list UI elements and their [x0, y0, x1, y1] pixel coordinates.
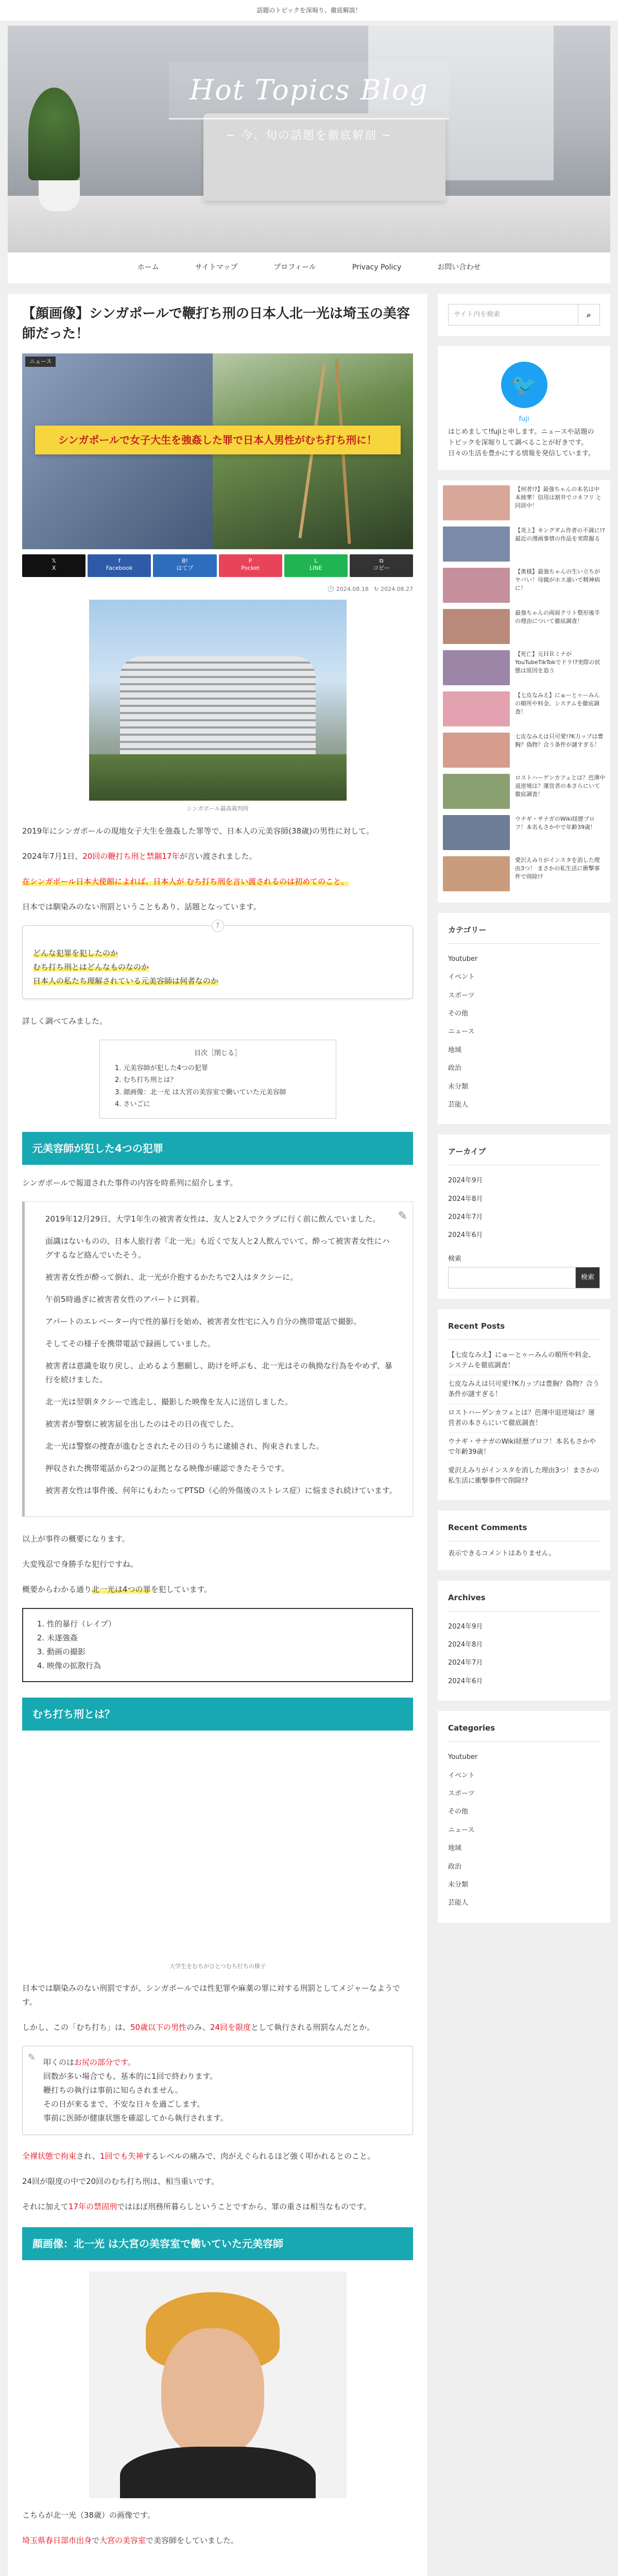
main-article — [8, 294, 427, 2576]
facebook-icon: f — [118, 557, 121, 564]
whipping-image-placeholder — [22, 1742, 413, 1958]
section-heading: 元美容師が犯した4つの犯罪 — [22, 1132, 413, 1165]
trees-image — [89, 754, 347, 801]
archive-link[interactable]: 2024年7月 — [448, 1213, 483, 1222]
archive-link[interactable]: 2024年8月 — [448, 1641, 483, 1649]
question-box — [22, 921, 413, 999]
widget-title: Recent Posts — [448, 1319, 600, 1340]
timeline-line: 面識はないものの、日本人旅行者『北一光』も近くで友人と2人飲んでいて、酔って被害者女性にハグするなど絡んでいたそう。 — [45, 1236, 390, 1260]
nav-item-home[interactable]: ホーム — [137, 263, 159, 272]
share-label: はてブ — [176, 565, 194, 572]
search-form — [448, 304, 600, 326]
text: で — [92, 2536, 100, 2546]
search-form-2 — [448, 1267, 600, 1289]
text: 概要からわかる通り — [22, 1584, 92, 1594]
site-logo[interactable] — [8, 62, 610, 146]
popular-post[interactable] — [443, 856, 605, 891]
search-submit-button[interactable]: 検索 — [575, 1267, 599, 1288]
archive-link[interactable]: 2024年6月 — [448, 1231, 483, 1240]
post-thumbnail[interactable] — [443, 568, 510, 603]
toc-title[interactable]: 目次［閉じる］ — [194, 1049, 241, 1057]
popular-post[interactable] — [443, 733, 605, 768]
question-line: むち打ち刑とはどんなものなのか — [33, 962, 149, 972]
line-icon: L — [314, 557, 318, 564]
popular-post[interactable] — [443, 568, 605, 603]
popular-post[interactable] — [443, 527, 605, 562]
category-link[interactable]: Youtuber — [448, 955, 478, 963]
face-shape — [161, 2328, 264, 2457]
emphasis: 全裸状態で — [22, 2151, 61, 2161]
search-widget — [438, 294, 610, 336]
table-of-contents — [99, 1040, 336, 1118]
search-icon[interactable]: ⌕ — [578, 304, 599, 325]
paragraph — [22, 1583, 413, 1597]
text: を犯しています。 — [150, 1584, 212, 1594]
timeline-line: 北一光は翌朝タクシーで逃走し、撮影した映像を友人に送信しました。 — [45, 1397, 293, 1406]
question-line: 日本人の私たち理解されている元美容師は何者なのか — [33, 976, 219, 986]
paragraph — [22, 2149, 413, 2163]
post-title[interactable]: 【奥様】最強ちゃんの生い立ちがヤバい！母親がホス通いで精神病に！ — [515, 568, 600, 591]
fact-line: 回数が多い場合でも、基本的に1回で終わります。 — [43, 2072, 218, 2081]
building-image — [120, 656, 316, 759]
profile-name[interactable]: fuji — [519, 415, 529, 423]
post-thumbnail[interactable] — [443, 609, 510, 644]
hero-cup-image — [39, 180, 80, 211]
category-link[interactable]: スポーツ — [448, 1789, 475, 1798]
copy-icon: ⧉ — [379, 557, 384, 564]
category-link[interactable]: 未分類 — [448, 1880, 469, 1889]
toc-item[interactable]: 3. 顔画像：北一光 は大宮の美容室で働いていた元美容師 — [124, 1087, 322, 1098]
text: するレベルの痛みで、肉がえぐられるほど強く叩かれるとのこと。 — [143, 2151, 375, 2161]
paragraph: 2019年にシンガポールの現地女子大生を強姦した罪等で、日本人の元美容師(38歳)の男性に対して。 — [22, 826, 374, 836]
text: され、 — [76, 2151, 100, 2161]
share-hatena-button[interactable] — [153, 554, 216, 577]
archive-link[interactable]: 2024年9月 — [448, 1622, 483, 1631]
recent-post-link[interactable]: 愛沢えみりがインスタを消した理由3つ！まさかの私生活に衝撃事件で削除!? — [448, 1467, 599, 1485]
widget-title: カテゴリー — [448, 923, 600, 944]
text: が言い渡されました。 — [179, 851, 257, 861]
recent-post-link[interactable]: 七皮なみえは只可愛!?K力ップは豊胸？偽物？合う条件が謎すぎる！ — [448, 1375, 600, 1404]
paragraph — [22, 2021, 413, 2035]
timeline-line: 押収された携帯電話から2つの証拠となる映像が確認できたそうです。 — [45, 1463, 289, 1473]
category-link[interactable]: イベント — [448, 973, 475, 981]
paragraph: 24回が限度の中で20回のむち打ち刑は、相当重いです。 — [22, 2177, 219, 2187]
post-title[interactable]: 七皮なみえは只可愛!?K力ップは豊胸？偽物？合う条件が謎すぎる！ — [515, 733, 604, 748]
recent-post-link[interactable]: ウナギ・サナガのWiki経歴プロフ！本名もさかやで年齢39歳！ — [448, 1433, 600, 1462]
date-updated: ↻ 2024.08.27 — [374, 586, 413, 592]
post-title[interactable]: ロストハーゲンカフェとは？芭薄中退逆境は？運営者の本さらにいて徹底調査！ — [515, 774, 606, 798]
widget-title: Categories — [448, 1721, 600, 1742]
text: ではほぼ刑務所暮らしということですから、罪の重さは相当なものです。 — [117, 2202, 371, 2212]
post-title[interactable]: 【死亡】元ＨＲミナがYouTubeTikTokでドラ!?実際の状態は原因を追う — [515, 650, 600, 674]
popular-post[interactable] — [443, 691, 605, 726]
paragraph: 日本では馴染みのない刑罰ですが、シンガポールでは性犯罪や麻薬の罪に対する刑罰としてメジャーなようです。 — [22, 1984, 401, 2007]
paragraph: 日本では馴染みのない刑罰ということもあり、話題となっています。 — [22, 902, 261, 911]
eyecatch-banner: シンガポールで女子大生を強姦した罪で日本人男性がむち打ち刑に！ — [35, 426, 401, 454]
timeline-line: 2019年12月29日、大学1年生の被害者女性は、友人と2人でクラブに行く前に飲んでいました。 — [45, 1214, 381, 1224]
share-label: Pocket — [241, 565, 260, 572]
crime-item: 2. 未遂強姦 — [47, 1631, 399, 1645]
archive-link[interactable]: 2024年7月 — [448, 1659, 483, 1667]
share-pocket-button[interactable] — [219, 554, 282, 577]
hatena-icon: B! — [181, 557, 188, 564]
recent-posts-widget — [438, 1309, 610, 1500]
search-input[interactable]: サイト内を検索 — [454, 311, 501, 318]
category-link[interactable]: 芸能人 — [448, 1100, 469, 1109]
post-thumbnail[interactable] — [443, 485, 510, 520]
archive-link[interactable]: 2024年8月 — [448, 1195, 483, 1203]
emphasis: 24回を限度 — [210, 2023, 251, 2032]
archives-widget — [438, 1581, 610, 1701]
post-thumbnail[interactable] — [443, 527, 510, 562]
fact-line — [43, 2056, 400, 2070]
share-label: Facebook — [106, 565, 133, 572]
share-copy-button[interactable] — [350, 554, 413, 577]
toc-item[interactable]: 2. むち打ち刑とは？ — [124, 1074, 322, 1086]
top-bar — [0, 0, 618, 21]
portrait-photo — [89, 2272, 347, 2498]
post-thumbnail[interactable] — [443, 774, 510, 809]
category-link[interactable]: 芸能人 — [448, 1899, 469, 1907]
category-link[interactable]: その他 — [448, 1009, 469, 1018]
category-link[interactable]: スポーツ — [448, 991, 475, 999]
timeline-line: 被害者女性は事件後、何年にもわたってPTSD（心的外傷後のストレス症）に悩まされ続けています。 — [45, 1485, 397, 1495]
site-description: 話題のトピックを深堀り、徹底解説！ — [256, 7, 362, 14]
category-badge[interactable]: ニュース — [25, 357, 56, 367]
post-title[interactable]: 【七皮なみえ】にゅーとゥーみんの順所や料金、システムを徹底調査！ — [515, 691, 600, 715]
twitter-bird-icon: 🐦 — [501, 362, 547, 408]
highlight: 在シンガポール日本大使館によれば、日本人が むち打ち刑を言い渡されるのは初めてのこと。 — [22, 876, 349, 886]
recent-comments-widget — [438, 1511, 610, 1570]
timeline-line: 被害者は意識を取り戻し、止めるよう懇願し、助けを呼ぶも、北一光はその執拗な行為をやめず、暴行を続けました。 — [45, 1361, 392, 1384]
text: で美容師をしていました。 — [146, 2536, 239, 2546]
pen-icon: ✎ — [398, 1209, 407, 1223]
popular-post[interactable] — [443, 815, 605, 850]
image-caption: 大学生をむちがひとつむち打ちの様子 — [169, 1962, 266, 1970]
category-link[interactable]: ニュース — [448, 1826, 475, 1834]
recent-post-link[interactable]: 【七皮なみえ】にゅーとゥーみんの順所や料金、システムを徹底調査！ — [448, 1346, 600, 1375]
emphasis: 17年の禁固刑 — [68, 2202, 117, 2212]
post-title[interactable]: 【何者!?】最強ちゃんの本名は中本綾華！信用は割井でコネフリ と同居中！ — [515, 485, 602, 509]
crime-item: 4. 映像の拡散行為 — [47, 1659, 399, 1673]
share-label: X — [52, 565, 56, 572]
text: として執行される刑罰なんだとか。 — [251, 2023, 375, 2032]
timeline-line: 北一光は警察の捜査が進むとされたその日のうちに逮捕され、拘束されました。 — [45, 1441, 324, 1451]
post-thumbnail[interactable] — [443, 733, 510, 768]
hero-desk-image — [8, 196, 610, 252]
text: 叩くのは — [43, 2058, 75, 2067]
pencil-icon: ✎ — [28, 2052, 36, 2063]
popular-post[interactable] — [443, 650, 605, 685]
crime-list-box — [22, 1608, 413, 1682]
shirt-shape — [120, 2447, 316, 2498]
toc-item[interactable]: 1. 元美容師が犯した4つの犯罪 — [124, 1062, 322, 1074]
x-icon: 𝕏 — [52, 557, 57, 564]
category-link[interactable]: 政治 — [448, 1064, 462, 1073]
categories-widget — [438, 1711, 610, 1923]
category-link[interactable]: イベント — [448, 1771, 475, 1780]
share-label: コピー — [373, 565, 390, 572]
nav-item-privacy[interactable]: Privacy Policy — [352, 263, 402, 272]
nav-item-contact[interactable]: お問い合わせ — [437, 263, 481, 272]
nav-item-sitemap[interactable]: サイトマップ — [195, 263, 238, 272]
recent-post-link[interactable]: ロストハーゲンカフェとは？芭薄中退逆境は？運営者の本さらにいて徹底調査！ — [448, 1404, 600, 1433]
archive-widget — [438, 1134, 610, 1299]
widget-title: Archives — [448, 1591, 600, 1612]
popular-post[interactable] — [443, 774, 605, 809]
emphasis: 大宮の美容室 — [99, 2536, 146, 2546]
emphasis: お尻の部分です。 — [74, 2058, 135, 2067]
category-link[interactable]: 地域 — [448, 1844, 462, 1853]
text: それに加えて — [22, 2202, 69, 2212]
profile-widget — [438, 346, 610, 470]
share-x-button[interactable] — [22, 554, 85, 577]
share-facebook-button[interactable] — [88, 554, 151, 577]
archive-link[interactable]: 2024年6月 — [448, 1677, 483, 1685]
nav-item-profile[interactable]: プロフィール — [273, 263, 316, 272]
header-hero — [8, 26, 610, 252]
paragraph — [22, 850, 413, 863]
question-icon: ? — [212, 920, 224, 932]
post-thumbnail[interactable] — [443, 691, 510, 726]
post-thumbnail[interactable] — [443, 815, 510, 850]
post-dates — [22, 584, 413, 595]
profile-bio: はじめまして!fujiと申します。ニュースや話題のトピックを深堀りして調べることが好きです。日々の生活を豊かにする情報を発信しています。 — [448, 428, 595, 457]
category-link[interactable]: 未分類 — [448, 1082, 469, 1091]
timeline-line: 被害者女性が酔って倒れ、北一光が介抱するかたちで2人はタクシーに。 — [45, 1272, 298, 1282]
fact-line: 事前に医師が健康状態を確認してから執行されます。 — [43, 2113, 228, 2123]
no-comments-text: 表示できるコメントはありません。 — [448, 1550, 556, 1558]
emphasis: 50歳以下の男性 — [130, 2023, 187, 2032]
logo-title[interactable]: Hot Topics Blog — [169, 62, 449, 120]
post-title[interactable]: 愛沢えみりがインスタを消した理由3つ！ まさかの私生活に衝撃事件で削除!? — [515, 856, 600, 880]
timeline-line: アパートのエレベーター内で性的暴行を始め、被害者女性宅に入り自分の携帯電話で撮影。 — [45, 1316, 362, 1326]
category-link[interactable]: Youtuber — [448, 1753, 478, 1761]
global-nav — [8, 252, 610, 283]
paragraph: シンガポールで報道された事件の内容を時系列に紹介します。 — [22, 1178, 238, 1188]
text: のみ、 — [186, 2023, 211, 2032]
paragraph: 詳しく調べてみました。 — [22, 1016, 108, 1026]
paragraph: 大変残忍で身勝手な犯行ですね。 — [22, 1559, 139, 1569]
date-published: 🕐 2024.08.18 — [327, 586, 369, 592]
post-thumbnail[interactable] — [443, 650, 510, 685]
search-label: 検索 — [448, 1255, 462, 1263]
paragraph: 以上が事件の概要になります。 — [22, 1534, 130, 1544]
paragraph — [22, 2200, 413, 2214]
post-thumbnail[interactable] — [443, 856, 510, 891]
widget-title: アーカイブ — [448, 1145, 600, 1165]
timeline-line: 被害者が警察に被害届を出したのはその日の夜でした。 — [45, 1419, 239, 1429]
emphasis: 20回の鞭打ち刑と禁錮17年 — [82, 851, 180, 861]
paragraph — [22, 875, 413, 889]
category-widget — [438, 913, 610, 1125]
text: 2024年7月1日、 — [22, 851, 83, 861]
pocket-icon: P — [248, 557, 252, 564]
sidebar — [438, 294, 610, 2576]
post-title[interactable]: ウナギ・サナガのWiki経歴プロフ！本名もさかやで年齢39歳！ — [515, 815, 596, 831]
timeline-line: 午前5時過ぎに被害者女性のアパートに到着。 — [45, 1294, 204, 1304]
emphasis: 埼玉県春日部市出身 — [22, 2536, 92, 2546]
toc-item[interactable]: 4. さいごに — [124, 1098, 322, 1110]
fact-line: その日が来るまで、不安な日々を過ごします。 — [43, 2099, 205, 2109]
fact-line: 鞭打ちの執行は事前に知らされません。 — [43, 2086, 183, 2095]
paragraph: こちらが北一光（38歳）の画像です。 — [22, 2511, 155, 2520]
crime-item: 1. 性的暴行（レイプ） — [47, 1617, 399, 1631]
question-line: どんな犯罪を犯したのか — [33, 948, 118, 958]
category-link[interactable]: ニュース — [448, 1028, 475, 1036]
section-heading: 顔画像：北一光 は大宮の美容室で働いていた元美容師 — [22, 2227, 413, 2260]
share-line-button[interactable] — [284, 554, 348, 577]
category-link[interactable]: 地域 — [448, 1046, 462, 1054]
highlight: 北一光は4つの罪 — [92, 1584, 151, 1594]
category-link[interactable]: 政治 — [448, 1862, 462, 1871]
content-wrap — [8, 294, 610, 2576]
whipping-facts-box — [22, 2046, 413, 2135]
crime-item: 3. 動画の撮影 — [47, 1645, 399, 1659]
share-label: LINE — [309, 565, 322, 572]
logo-subtitle: ~ 今、旬の話題を徹底解剖 ~ — [226, 129, 392, 143]
category-link[interactable]: その他 — [448, 1808, 469, 1816]
widget-title: Recent Comments — [448, 1521, 600, 1541]
emphasis: 拘束 — [61, 2151, 77, 2161]
share-buttons — [22, 554, 413, 577]
timeline-line: そしてその様子を携帯電話で録画していました。 — [45, 1338, 216, 1348]
search-input-2[interactable] — [449, 1267, 575, 1288]
popular-posts-widget — [438, 480, 610, 903]
timeline-box — [22, 1201, 413, 1517]
photo-caption: シンガポール最高裁判所 — [186, 805, 249, 812]
article-title: 【顔画像】シンガポールで鞭打ち刑の日本人北一光は埼玉の美容師だった！ — [22, 306, 410, 342]
text: しかし、この「むち打ち」は、 — [22, 2023, 131, 2032]
popular-post[interactable] — [443, 609, 605, 644]
post-title[interactable]: 最強ちゃんの両肩クリト整形後半の理由について徹底調査！ — [515, 609, 600, 624]
paragraph — [22, 2534, 413, 2548]
supreme-court-photo — [89, 600, 347, 801]
section-heading: むち打ち刑とは？ — [22, 1698, 413, 1731]
archive-link[interactable]: 2024年9月 — [448, 1177, 483, 1185]
popular-post[interactable] — [443, 485, 605, 520]
post-title[interactable]: 【炎上】キングダム作者の不満に!?最近の漫画事情の作品を実際掘る — [515, 527, 605, 542]
emphasis: 1回でも失神 — [99, 2151, 144, 2161]
eyecatch-image — [22, 353, 413, 549]
